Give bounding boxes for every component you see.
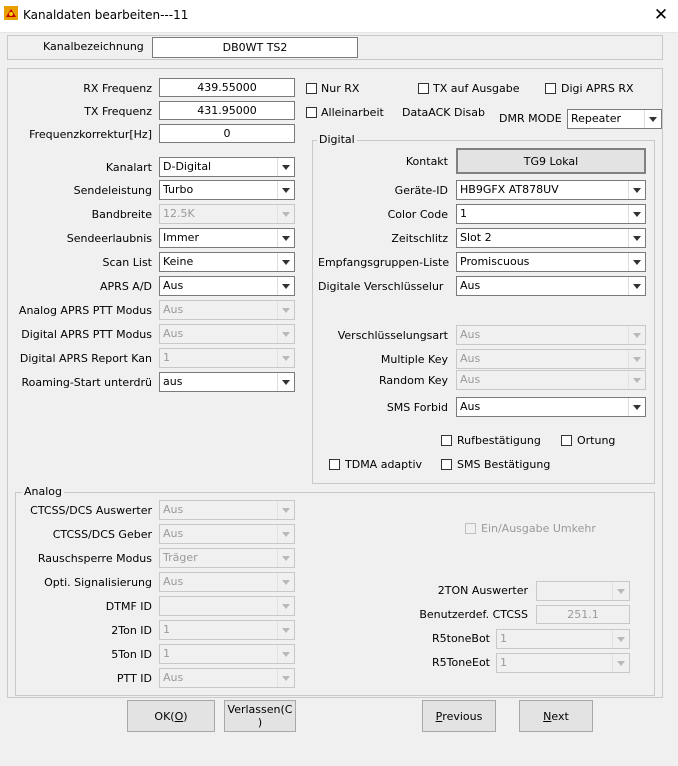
rx-frequency-input[interactable]: 439.55000	[159, 78, 295, 97]
color-code-select[interactable]: 1	[456, 204, 646, 224]
r5toneeot-select: 1	[496, 653, 630, 673]
analog-group-label: Analog	[24, 485, 63, 498]
ctcss-geber-select: Aus	[159, 524, 295, 544]
verschluesselungsart-label: Verschlüsselungsart	[337, 329, 448, 342]
digitale-verschluesselung-select[interactable]: Aus	[456, 276, 646, 296]
opti-signalisierung-select: Aus	[159, 572, 295, 592]
digital-aprs-ptt-select: Aus	[159, 324, 295, 344]
kanalart-label: Kanalart	[105, 161, 152, 174]
geraete-id-select[interactable]: HB9GFX AT878UV	[456, 180, 646, 200]
sms-bestaetigung-checkbox[interactable]	[441, 459, 452, 470]
digitale-verschluesselung-label: Digitale Verschlüsselur	[318, 280, 444, 293]
zweiton-id-label: 2Ton ID	[111, 624, 152, 637]
chevron-down-icon	[277, 181, 294, 199]
ctcss-geber-label: CTCSS/DCS Geber	[52, 528, 152, 541]
rufbestaetigung-checkbox[interactable]	[441, 435, 452, 446]
digital-aprs-ptt-label: Digital APRS PTT Modus	[21, 328, 152, 341]
ton2-auswerter-label: 2TON Auswerter	[437, 584, 528, 597]
dtmf-id-select	[159, 596, 295, 616]
chevron-down-icon	[277, 373, 294, 391]
rauschsperre-select: Träger	[159, 548, 295, 568]
umkehr-label: Ein/Ausgabe Umkehr	[481, 522, 596, 535]
chevron-down-icon	[628, 398, 645, 416]
chevron-down-icon	[628, 181, 645, 199]
analog-aprs-ptt-select: Aus	[159, 300, 295, 320]
empfangsgruppen-select[interactable]: Promiscuous	[456, 252, 646, 272]
sms-forbid-label: SMS Forbid	[386, 401, 448, 414]
chevron-down-icon	[644, 110, 661, 128]
ctcss-auswerter-select: Aus	[159, 500, 295, 520]
previous-button[interactable]: P revious	[422, 700, 496, 732]
rufbestaetigung-label: Rufbestätigung	[457, 434, 541, 447]
next-button[interactable]: N ext	[519, 700, 593, 732]
umkehr-checkbox	[465, 523, 476, 534]
title-bar	[0, 0, 678, 33]
chevron-down-icon	[612, 654, 629, 672]
zeitschlitz-select[interactable]: Slot 2	[456, 228, 646, 248]
kontakt-button[interactable]: TG9 Lokal	[456, 148, 646, 174]
rauschsperre-label: Rauschsperre Modus	[37, 552, 152, 565]
zweiton-id-select: 1	[159, 620, 295, 640]
chevron-down-icon	[277, 621, 294, 639]
r5tonebot-label: R5toneBot	[431, 632, 490, 645]
frequency-correction-label: Frequenzkorrektur[Hz]	[29, 128, 152, 141]
ctcss-auswerter-label: CTCSS/DCS Auswerter	[30, 504, 152, 517]
ok-button[interactable]: OK( O )	[127, 700, 215, 732]
chevron-down-icon	[277, 349, 294, 367]
chevron-down-icon	[628, 371, 645, 389]
chevron-down-icon	[628, 277, 645, 295]
ortung-label: Ortung	[577, 434, 616, 447]
analog-aprs-ptt-label: Analog APRS PTT Modus	[18, 304, 152, 317]
r5tonebot-select: 1	[496, 629, 630, 649]
fuenfton-id-select: 1	[159, 644, 295, 664]
chevron-down-icon	[628, 229, 645, 247]
digi-aprs-rx-label: Digi APRS RX	[561, 82, 634, 95]
tx-frequency-label: TX Frequenz	[84, 105, 152, 118]
chevron-down-icon	[277, 645, 294, 663]
multiple-key-select: Aus	[456, 349, 646, 369]
close-button[interactable]	[648, 3, 674, 27]
nur-rx-label: Nur RX	[321, 82, 360, 95]
kanalart-select[interactable]: D-Digital	[159, 157, 295, 177]
chevron-down-icon	[277, 573, 294, 591]
sendeleistung-select[interactable]: Turbo	[159, 180, 295, 200]
close-icon: ✕	[653, 5, 669, 25]
zeitschlitz-label: Zeitschlitz	[391, 232, 448, 245]
ortung-checkbox[interactable]	[561, 435, 572, 446]
aprs-ad-select[interactable]: Aus	[159, 276, 295, 296]
ctcss-user-input: 251.1	[536, 605, 630, 624]
sms-forbid-select[interactable]: Aus	[456, 397, 646, 417]
alleinarbeit-checkbox[interactable]	[306, 107, 317, 118]
roaming-label: Roaming-Start unterdrü	[21, 376, 152, 389]
sms-bestaetigung-label: SMS Bestätigung	[457, 458, 551, 471]
verschluesselungsart-select: Aus	[456, 325, 646, 345]
frequency-correction-input[interactable]: 0	[159, 124, 295, 143]
digi-aprs-rx-checkbox[interactable]	[545, 83, 556, 94]
nur-rx-checkbox[interactable]	[306, 83, 317, 94]
tx-frequency-input[interactable]: 431.95000	[159, 101, 295, 120]
chevron-down-icon	[277, 158, 294, 176]
dmr-mode-label: DMR MODE	[499, 112, 562, 125]
window-title: Kanaldaten bearbeiten---11	[23, 8, 189, 22]
sendeerlaubnis-label: Sendeerlaubnis	[66, 232, 152, 245]
chevron-down-icon	[277, 501, 294, 519]
verlassen-button[interactable]: Verlassen(C )	[224, 700, 296, 732]
chevron-down-icon	[277, 549, 294, 567]
sendeleistung-label: Sendeleistung	[73, 184, 152, 197]
chevron-down-icon	[628, 326, 645, 344]
chevron-down-icon	[628, 205, 645, 223]
ptt-id-select: Aus	[159, 668, 295, 688]
sendeerlaubnis-select[interactable]: Immer	[159, 228, 295, 248]
kontakt-label: Kontakt	[405, 155, 448, 168]
tx-ausgabe-label: TX auf Ausgabe	[433, 82, 520, 95]
chevron-down-icon	[277, 597, 294, 615]
dtmf-id-label: DTMF ID	[105, 600, 152, 613]
chevron-down-icon	[277, 669, 294, 687]
app-icon	[4, 6, 18, 20]
r5toneeot-label: R5ToneEot	[432, 656, 490, 669]
ctcss-user-label: Benutzerdef. CTCSS	[419, 608, 528, 621]
chevron-down-icon	[277, 253, 294, 271]
chevron-down-icon	[277, 525, 294, 543]
scan-list-label: Scan List	[102, 256, 152, 269]
tdma-adaptiv-checkbox[interactable]	[329, 459, 340, 470]
scan-list-select[interactable]: Keine	[159, 252, 295, 272]
tx-ausgabe-checkbox[interactable]	[418, 83, 429, 94]
chevron-down-icon	[612, 630, 629, 648]
roaming-select[interactable]: aus	[159, 372, 295, 392]
bandbreite-label: Bandbreite	[91, 208, 152, 221]
ptt-id-label: PTT ID	[116, 672, 152, 685]
digital-group-label: Digital	[319, 133, 355, 146]
chevron-down-icon	[277, 277, 294, 295]
empfangsgruppen-label: Empfangsgruppen-Liste	[318, 256, 450, 269]
chevron-down-icon	[277, 325, 294, 343]
ton2-auswerter-select	[536, 581, 630, 601]
alleinarbeit-label: Alleinarbeit	[321, 106, 384, 119]
multiple-key-label: Multiple Key	[380, 353, 448, 366]
geraete-id-label: Geräte-ID	[394, 184, 448, 197]
dmr-mode-select[interactable]: Repeater	[567, 109, 662, 129]
chevron-down-icon	[277, 229, 294, 247]
aprs-ad-label: APRS A/D	[100, 280, 152, 293]
chevron-down-icon	[277, 205, 294, 223]
chevron-down-icon	[628, 253, 645, 271]
channel-name-label: Kanalbezeichnung	[43, 40, 144, 53]
dataack-label: DataACK Disab	[402, 106, 485, 119]
chevron-down-icon	[628, 350, 645, 368]
channel-name-input[interactable]: DB0WT TS2	[152, 37, 358, 58]
fuenfton-id-label: 5Ton ID	[111, 648, 152, 661]
color-code-label: Color Code	[387, 208, 448, 221]
chevron-down-icon	[612, 582, 629, 600]
random-key-label: Random Key	[379, 374, 448, 387]
tdma-adaptiv-label: TDMA adaptiv	[345, 458, 423, 471]
bandbreite-select: 12.5K	[159, 204, 295, 224]
digital-aprs-report-label: Digital APRS Report Kan	[19, 352, 152, 365]
rx-frequency-label: RX Frequenz	[83, 82, 152, 95]
random-key-select: Aus	[456, 370, 646, 390]
opti-signalisierung-label: Opti. Signalisierung	[44, 576, 152, 589]
digital-aprs-report-select: 1	[159, 348, 295, 368]
chevron-down-icon	[277, 301, 294, 319]
